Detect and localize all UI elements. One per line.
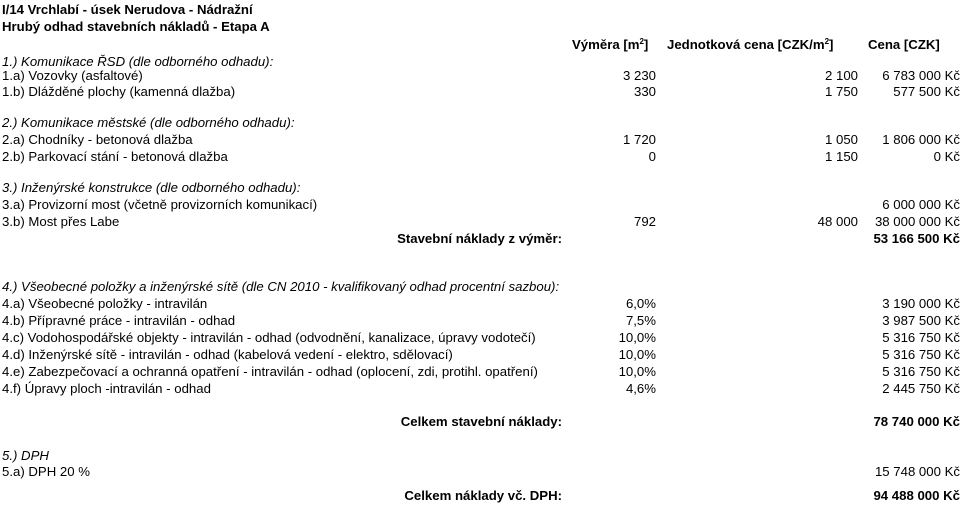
section-heading xyxy=(0,114,960,131)
item-price: 3 987 500 Kč xyxy=(882,313,960,328)
item-label: 1.b) Dlážděné plochy (kamenná dlažba) xyxy=(2,84,236,99)
item-unit-price: 1 150 xyxy=(824,149,858,164)
item-price: 15 748 000 Kč xyxy=(874,464,960,479)
section-heading xyxy=(0,278,960,295)
item-price: 5 316 750 Kč xyxy=(882,364,960,379)
item-price: 38 000 000 Kč xyxy=(874,214,960,229)
item-unit-price: 1 050 xyxy=(824,132,858,147)
item-price: 6 000 000 Kč xyxy=(882,197,960,212)
item-unit-price: 2 100 xyxy=(824,68,858,83)
title-text-1: I/14 Vrchlabí - úsek Nerudova - Nádražní xyxy=(2,2,253,17)
item-area: 1 720 xyxy=(622,132,656,147)
table-row xyxy=(0,213,960,230)
item-price: 3 190 000 Kč xyxy=(882,296,960,311)
item-percent: 4,6% xyxy=(625,381,656,396)
document-title-line2 xyxy=(0,18,960,35)
item-area: 3 230 xyxy=(622,68,656,83)
table-row xyxy=(0,148,960,165)
item-price: 2 445 750 Kč xyxy=(882,381,960,396)
table-row xyxy=(0,329,960,346)
section-heading xyxy=(0,179,960,196)
document-title-line1 xyxy=(0,1,960,18)
total-value: 78 740 000 Kč xyxy=(873,414,960,429)
section-1-heading: 1.) Komunikace ŘSD (dle odborného odhadu): xyxy=(2,54,274,69)
item-label: 3.b) Most přes Labe xyxy=(2,214,120,229)
item-area: 330 xyxy=(633,84,656,99)
table-row xyxy=(0,131,960,148)
item-label: 1.a) Vozovky (asfaltové) xyxy=(2,68,143,83)
column-header-unit-price: Jednotková cena $[CZK/m^2]$ xyxy=(667,37,834,52)
item-unit-price: 48 000 xyxy=(817,214,858,229)
subtotal-row xyxy=(0,230,960,247)
item-label: 5.a) DPH 20 % xyxy=(2,464,90,479)
item-area: 0 xyxy=(648,149,656,164)
table-row xyxy=(0,346,960,363)
section-3-heading: 3.) Inženýrské konstrukce (dle odborného odhadu): xyxy=(2,180,301,195)
subtotal-value: 53 166 500 Kč xyxy=(873,231,960,246)
section-4-heading: 4.) Všeobecné položky a inženýrské sítě (dle CN 2010 - kvalifikovaný odhad procentní sazbou): xyxy=(2,279,560,294)
table-row xyxy=(0,67,960,84)
item-percent: 6,0% xyxy=(625,296,656,311)
column-header-price: Cena [CZK] xyxy=(868,37,940,52)
item-percent: 10,0% xyxy=(618,330,656,345)
table-row xyxy=(0,83,960,100)
table-row xyxy=(0,463,960,480)
grand-total-value: 94 488 000 Kč xyxy=(873,488,960,503)
column-header-area: Výměra $[m^2]$ xyxy=(572,37,649,52)
item-percent: 10,0% xyxy=(618,347,656,362)
table-row xyxy=(0,295,960,312)
item-label: 4.f) Úpravy ploch -intravilán - odhad xyxy=(2,381,211,396)
title-text-2: Hrubý odhad stavebních nákladů - Etapa A xyxy=(2,19,270,34)
table-row xyxy=(0,196,960,213)
item-label: 4.a) Všeobecné položky - intravilán xyxy=(2,296,208,311)
total-label: Celkem stavební náklady: xyxy=(400,414,562,429)
item-price: 577 500 Kč xyxy=(893,84,960,99)
section-heading xyxy=(0,447,960,464)
table-row xyxy=(0,312,960,329)
item-price: 5 316 750 Kč xyxy=(882,347,960,362)
item-label: 3.a) Provizorní most (včetně provizorních komunikací) xyxy=(2,197,318,212)
subtotal-label: Stavební náklady z výměr: xyxy=(397,231,562,246)
table-row xyxy=(0,380,960,397)
item-label: 4.d) Inženýrské sítě - intravilán - odhad (kabelová vedení - elektro, sdělovací) xyxy=(2,347,453,362)
item-label: 2.b) Parkovací stání - betonová dlažba xyxy=(2,149,228,164)
item-price: 6 783 000 Kč xyxy=(882,68,960,83)
item-price: 0 Kč xyxy=(933,149,960,164)
item-price: 1 806 000 Kč xyxy=(882,132,960,147)
grand-total-label: Celkem náklady vč. DPH: xyxy=(404,488,562,503)
item-label: 4.c) Vodohospodářské objekty - intravilán - odhad (odvodnění, kanalizace, úpravy vodotečí) xyxy=(2,330,536,345)
item-unit-price: 1 750 xyxy=(824,84,858,99)
item-label: 4.e) Zabezpečovací a ochranná opatření - intravilán - odhad (oplocení, zdi, protihl. opatření) xyxy=(2,364,538,379)
item-percent: 10,0% xyxy=(618,364,656,379)
section-2-heading: 2.) Komunikace městské (dle odborného odhadu): xyxy=(2,115,295,130)
table-row xyxy=(0,363,960,380)
column-header-row xyxy=(0,36,960,53)
item-area: 792 xyxy=(633,214,656,229)
item-label: 4.b) Přípravné práce - intravilán - odhad xyxy=(2,313,236,328)
item-label: 2.a) Chodníky - betonová dlažba xyxy=(2,132,193,147)
total-row xyxy=(0,413,960,430)
grand-total-row xyxy=(0,487,960,504)
item-percent: 7,5% xyxy=(625,313,656,328)
section-5-heading: 5.) DPH xyxy=(2,448,49,463)
item-price: 5 316 750 Kč xyxy=(882,330,960,345)
